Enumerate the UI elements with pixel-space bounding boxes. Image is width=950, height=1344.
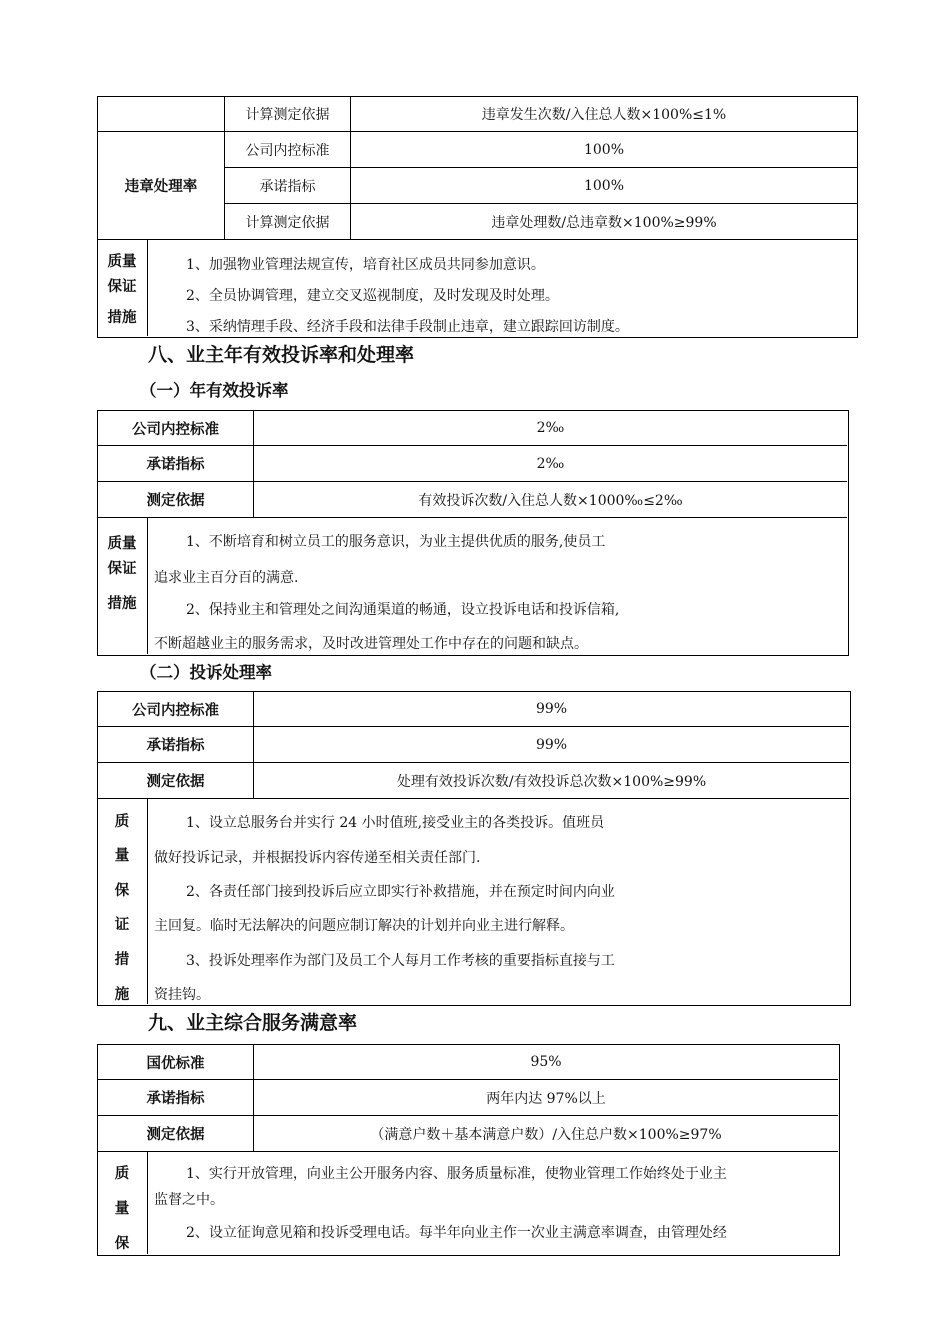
section8-sub1: （一）年有效投诉率 [140, 381, 289, 400]
measures-label: 质量 [107, 254, 137, 270]
measures-label: 质 [114, 814, 130, 830]
measures-label: 证 [114, 917, 130, 933]
table3-row-label: 承诺指标 [98, 727, 254, 763]
measures-label: 保 [114, 883, 130, 899]
measures-label: 措施 [107, 596, 137, 612]
table4-row-label: 测定依据 [98, 1116, 254, 1152]
table2-measures-label-cell [98, 518, 148, 654]
table3-row-label: 测定依据 [98, 763, 254, 799]
table4-row-value: 两年内达 97%以上 [254, 1080, 838, 1116]
table3-row-value: 99% [254, 692, 849, 727]
measure-line: 1、设立总服务台并实行 24 小时值班,接受业主的各类投诉。值班员 [186, 815, 605, 831]
table1-row-label: 计算测定依据 [225, 204, 351, 240]
table1-empty-cell [98, 97, 225, 132]
measures-label: 保证 [107, 561, 137, 577]
table2-row-value: 2‰ [254, 446, 847, 482]
table1-row-label: 公司内控标准 [225, 132, 351, 168]
table3-row-value: 99% [254, 727, 849, 763]
table1-measures-label-cell [98, 240, 148, 336]
measures-label: 保证 [107, 279, 137, 295]
table4-row-value: （满意户数＋基本满意户数）/入住总户数×100%≥97% [254, 1116, 838, 1152]
table-violation-rate [97, 96, 858, 338]
measure-line: 1、实行开放管理，向业主公开服务内容、服务质量标准，使物业管理工作始终处于业主 [186, 1166, 727, 1182]
table-complaint-rate [97, 410, 849, 656]
measure-line: 2、设立征询意见箱和投诉受理电话。每半年向业主作一次业主满意率调查，由管理处经 [186, 1225, 727, 1241]
table4-row-label: 国优标准 [98, 1045, 254, 1080]
table4-measures-label-cell [98, 1152, 148, 1254]
table1-row-value: 100% [351, 168, 857, 204]
measure-line: 监督之中。 [154, 1192, 224, 1208]
measure-line: 资挂钩。 [154, 987, 210, 1003]
section9-title: 九、业主综合服务满意率 [148, 1012, 358, 1034]
measures-label: 保 [114, 1236, 130, 1252]
table1-row-value: 100% [351, 132, 857, 168]
measures-label: 质量 [107, 536, 137, 552]
measure-line: 1、加强物业管理法规宣传，培育社区成员共同参加意识。 [186, 257, 545, 273]
section8-sub2: （二）投诉处理率 [140, 663, 272, 682]
section8-title: 八、业主年有效投诉率和处理率 [148, 344, 415, 366]
table-complaint-handling-rate [97, 691, 851, 1006]
measures-label: 措施 [107, 310, 137, 326]
table-satisfaction-rate [97, 1044, 840, 1256]
table1-row-value: 违章处理数/总违章数×100%≥99% [351, 204, 857, 240]
table1-row-label: 计算测定依据 [225, 97, 351, 132]
measure-line: 不断超越业主的服务需求，及时改进管理处工作中存在的问题和缺点。 [154, 636, 588, 652]
table2-row-label: 承诺指标 [98, 446, 254, 482]
measure-line: 1、不断培育和树立员工的服务意识，为业主提供优质的服务,使员工 [186, 534, 606, 550]
measure-line: 3、投诉处理率作为部门及员工个人每月工作考核的重要指标直接与工 [186, 953, 615, 969]
measure-line: 2、保持业主和管理处之间沟通渠道的畅通，设立投诉电话和投诉信箱, [186, 602, 620, 618]
table2-row-value: 有效投诉次数/入住总人数×1000‰≤2‰ [254, 482, 847, 518]
table2-row-label: 公司内控标准 [98, 411, 254, 446]
table2-row-label: 测定依据 [98, 482, 254, 518]
measure-line: 主回复。临时无法解决的问题应制订解决的计划并向业主进行解释。 [154, 918, 574, 934]
table1-row-value: 违章发生次数/入住总人数×100%≤1% [351, 97, 857, 132]
table3-row-label: 公司内控标准 [98, 692, 254, 727]
measure-line: 2、全员协调管理，建立交叉巡视制度，及时发现及时处理。 [186, 288, 559, 304]
measures-label: 措 [114, 952, 130, 968]
measure-line: 做好投诉记录，并根据投诉内容传递至相关责任部门. [154, 850, 481, 866]
measure-line: 2、各责任部门接到投诉后应立即实行补救措施，并在预定时间内向业 [186, 884, 615, 900]
measures-label: 量 [114, 1201, 130, 1217]
table1-row-label: 承诺指标 [225, 168, 351, 204]
table2-row-value: 2‰ [254, 411, 847, 446]
measure-line: 3、采纳情理手段、经济手段和法律手段制止违章，建立跟踪回访制度。 [186, 319, 629, 335]
table3-measures-label-cell [98, 799, 148, 1004]
table4-row-label: 承诺指标 [98, 1080, 254, 1116]
measures-label: 质 [114, 1166, 130, 1182]
table1-group-label: 违章处理率 [98, 132, 225, 240]
measures-label: 量 [114, 848, 130, 864]
measure-line: 追求业主百分百的满意. [154, 570, 299, 586]
measures-label: 施 [114, 987, 130, 1003]
table3-row-value: 处理有效投诉次数/有效投诉总次数×100%≥99% [254, 763, 849, 799]
table4-row-value: 95% [254, 1045, 838, 1080]
